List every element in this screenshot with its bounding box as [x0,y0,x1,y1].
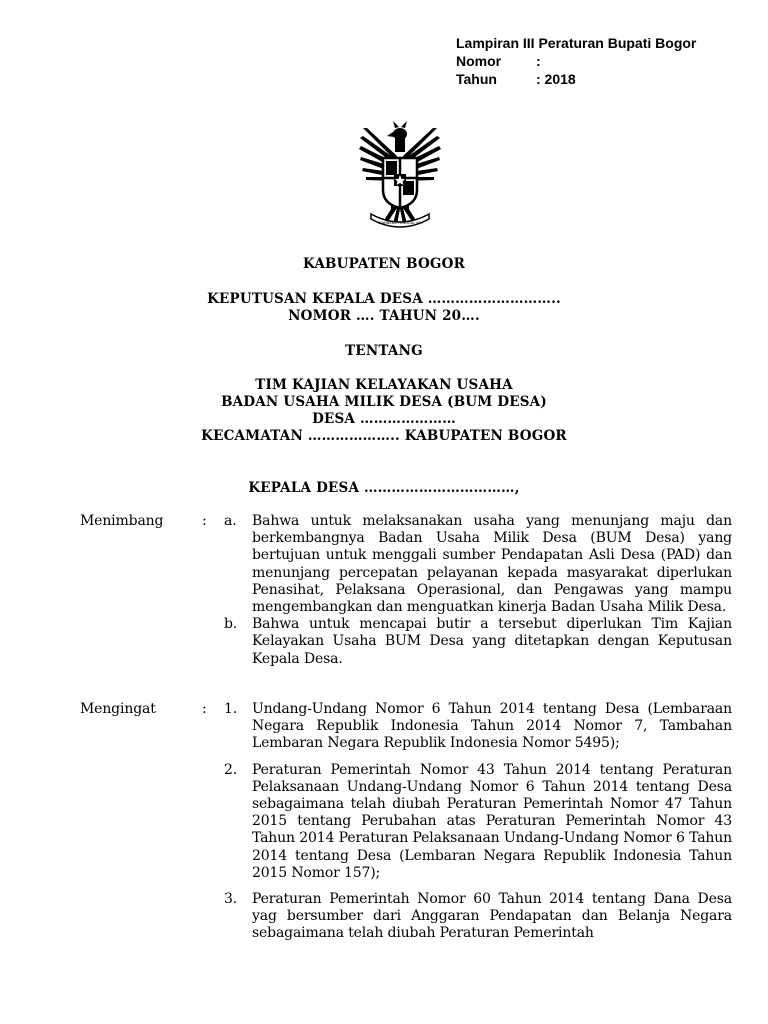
list-item [224,891,732,943]
item-text: Bahwa untuk melaksanakan usaha yang menunjang maju dan berkembangnya Badan Usaha Milik Desa (BUM Desa) yang bertujuan untuk menggali sumber Pendapatan Asli Desa (PAD) dan menunjang percepatan pelayanan kepada masyarakat diperlukan Penasihat, Pelaksana Operasional, dan Pengawas yang mampu mengembangkan dan menguatkan kinerja Badan Usaha Milik Desa. [252,513,732,616]
nomor-value: : [536,53,541,69]
menimbang-section [80,513,732,668]
tentang-heading [0,343,768,360]
menimbang-items [224,513,732,668]
decree-title [0,291,768,325]
mengingat-colon: : [202,701,207,717]
list-item [224,762,732,882]
attachment-reference [456,34,696,88]
item-text: Undang-Undang Nomor 6 Tahun 2014 tentang Desa (Lembaraan Negara Republik Indonesia Tahun 2014 Nomor 7, Tambahan Lembaran Negara Republik Indonesia Nomor 5495); [252,701,732,752]
tentang-text: TENTANG [345,343,423,359]
item-text: Bahwa untuk mencapai butir a tersebut diperlukan Tim Kajian Kelayakan Usaha BUM Desa yang ditetapkan dengan Keputusan Kepala Desa. [252,616,732,667]
tahun-value: : 2018 [536,71,576,87]
item-marker: 1. [224,701,238,717]
mengingat-section [80,701,732,943]
list-item [224,616,732,668]
menimbang-colon: : [202,513,207,529]
subject-line-1: TIM KAJIAN KELAYAKAN USAHA [255,377,513,393]
list-item [224,513,732,616]
item-marker: a. [224,513,237,529]
kepala-desa-text: KEPALA DESA ……………………………, [248,480,520,496]
list-item [224,701,732,753]
decree-heading: KEPUTUSAN KEPALA DESA ……………………….. [207,291,561,307]
regency-title [0,256,768,273]
item-text: Peraturan Pemerintah Nomor 60 Tahun 2014 tentang Dana Desa yag bersumber dari Anggaran Pendapatan dan Belanja Negara sebagaimana telah diubah Peraturan Pemerintah [252,891,732,942]
subject-line-3: DESA ………………… [312,411,456,427]
item-text: Peraturan Pemerintah Nomor 43 Tahun 2014 tentang Peraturan Pelaksanaan Undang-Undang Nomor 6 Tahun 2014 tentang Desa sebagaimana telah diubah Peraturan Pemerintah Nomor 47 Tahun 2015 tentang Perubahan atas Peraturan Pemerintah Nomor 43 Tahun 2014 Peraturan Pelaksanaan Undang-Undang Nomor 6 Tahun 2014 tentang Desa (Lembaran Negara Republik Indonesia Tahun 2015 Nomor 157); [252,761,732,881]
decree-number: NOMOR …. TAHUN 20…. [288,308,480,324]
kabupaten-heading: KABUPATEN BOGOR [302,256,466,272]
subject-block [0,377,768,445]
mengingat-items [224,701,732,943]
attachment-nomor [456,52,696,70]
garuda-emblem-icon [357,118,443,232]
menimbang-label: Menimbang [80,513,164,529]
subject-line-2: BADAN USAHA MILIK DESA (BUM DESA) [221,394,547,410]
item-marker: 2. [224,761,238,778]
item-marker: b. [224,616,238,633]
attachment-tahun [456,70,696,88]
kepala-desa-heading [0,480,768,497]
item-marker: 3. [224,891,238,908]
attachment-title: Lampiran III Peraturan Bupati Bogor [456,35,697,51]
mengingat-label: Mengingat [80,701,156,717]
subject-line-4: KECAMATAN ……………….. KABUPATEN BOGOR [201,428,567,444]
nomor-label: Nomor [456,53,502,69]
emblem-motto: BHINNEKA TUNGGAL IKA [377,221,423,225]
tahun-label: Tahun [456,71,497,87]
